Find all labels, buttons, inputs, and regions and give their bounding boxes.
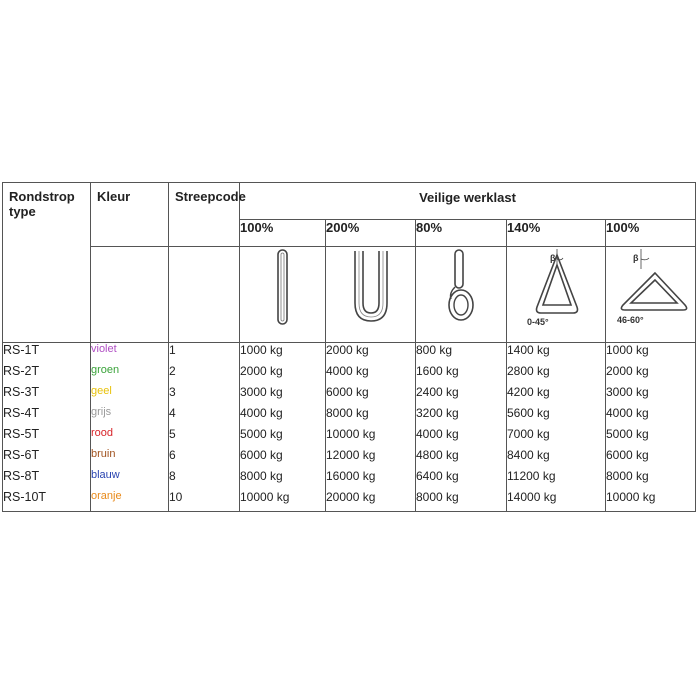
- table-row: [3, 490, 696, 512]
- row-load: 5000 kg: [606, 427, 696, 448]
- icon-color-empty: [91, 247, 169, 343]
- row-load: 3000 kg: [606, 385, 696, 406]
- row-load: 2000 kg: [606, 364, 696, 385]
- row-stripecode: 10: [169, 490, 240, 512]
- row-load: 8000 kg: [606, 469, 696, 490]
- pct-basket-angle: 140%: [507, 220, 606, 247]
- basket-cell: [326, 247, 416, 343]
- row-load: 4000 kg: [326, 364, 416, 385]
- angle-range-label: 0-45°: [527, 317, 549, 327]
- row-type: RS-3T: [3, 385, 91, 406]
- basket-sling-icon: [346, 247, 396, 327]
- row-color: grijs: [91, 406, 169, 427]
- angle-beta-label: β: [550, 253, 556, 263]
- row-color: blauw: [91, 469, 169, 490]
- row-type: RS-4T: [3, 406, 91, 427]
- row-load: 8000 kg: [326, 406, 416, 427]
- choke-cell: [416, 247, 507, 343]
- row-load: 5600 kg: [507, 406, 606, 427]
- row-load: 2000 kg: [326, 343, 416, 365]
- row-type: RS-10T: [3, 490, 91, 512]
- row-load: 5000 kg: [240, 427, 326, 448]
- row-load: 8400 kg: [507, 448, 606, 469]
- row-color: groen: [91, 364, 169, 385]
- table-row: [3, 448, 696, 469]
- table-row: [3, 406, 696, 427]
- basket-angle-cell: [507, 247, 606, 343]
- row-load: 10000 kg: [240, 490, 326, 512]
- pct-basket: 200%: [326, 220, 416, 247]
- row-load: 2000 kg: [240, 364, 326, 385]
- sling-rows: [3, 343, 696, 512]
- row-load: 2800 kg: [507, 364, 606, 385]
- row-type: RS-6T: [3, 448, 91, 469]
- row-load: 4800 kg: [416, 448, 507, 469]
- row-load: 16000 kg: [326, 469, 416, 490]
- table-row: [3, 385, 696, 406]
- row-load: 20000 kg: [326, 490, 416, 512]
- row-load: 6000 kg: [326, 385, 416, 406]
- row-load: 4200 kg: [507, 385, 606, 406]
- row-stripecode: 1: [169, 343, 240, 365]
- row-load: 4000 kg: [416, 427, 507, 448]
- row-load: 12000 kg: [326, 448, 416, 469]
- header-color-spacer: [91, 220, 169, 247]
- row-load: 14000 kg: [507, 490, 606, 512]
- table-row: [3, 343, 696, 365]
- header-color: Kleur: [91, 183, 169, 220]
- row-stripecode: 2: [169, 364, 240, 385]
- pct-straight: 100%: [240, 220, 326, 247]
- row-stripecode: 3: [169, 385, 240, 406]
- row-type: RS-1T: [3, 343, 91, 365]
- row-stripecode: 6: [169, 448, 240, 469]
- row-load: 8000 kg: [240, 469, 326, 490]
- straight-cell: [240, 247, 326, 343]
- table-row: [3, 427, 696, 448]
- row-load: 1600 kg: [416, 364, 507, 385]
- row-type: RS-8T: [3, 469, 91, 490]
- row-color: oranje: [91, 490, 169, 512]
- choke-sling-icon: [441, 247, 481, 327]
- row-type: RS-5T: [3, 427, 91, 448]
- header-stripecode: Streepcode: [169, 183, 240, 220]
- basket-angle-sling-icon: [521, 247, 591, 327]
- pct-basket-wide-angle: 100%: [606, 220, 696, 247]
- row-color: bruin: [91, 448, 169, 469]
- header-safe-load: Veilige werklast: [240, 183, 696, 220]
- row-stripecode: 8: [169, 469, 240, 490]
- row-load: 11200 kg: [507, 469, 606, 490]
- pct-choke: 80%: [416, 220, 507, 247]
- row-load: 10000 kg: [326, 427, 416, 448]
- row-type: RS-2T: [3, 364, 91, 385]
- table-row: [3, 469, 696, 490]
- row-load: 10000 kg: [606, 490, 696, 512]
- row-stripecode: 5: [169, 427, 240, 448]
- row-load: 7000 kg: [507, 427, 606, 448]
- sling-spec-table: [2, 182, 696, 512]
- row-load: 1400 kg: [507, 343, 606, 365]
- row-load: 2400 kg: [416, 385, 507, 406]
- table-row: [3, 364, 696, 385]
- wide-angle-range-label: 46-60°: [616, 315, 644, 325]
- icon-code-empty: [169, 247, 240, 343]
- row-load: 3200 kg: [416, 406, 507, 427]
- row-load: 6000 kg: [240, 448, 326, 469]
- row-load: 4000 kg: [240, 406, 326, 427]
- row-load: 6400 kg: [416, 469, 507, 490]
- row-load: 800 kg: [416, 343, 507, 365]
- row-load: 6000 kg: [606, 448, 696, 469]
- row-load: 1000 kg: [240, 343, 326, 365]
- header-type-line2: type: [9, 204, 36, 219]
- basket-wide-angle-sling-icon: [611, 247, 691, 327]
- basket-wide-angle-cell: [606, 247, 696, 343]
- row-load: 3000 kg: [240, 385, 326, 406]
- row-load: 1000 kg: [606, 343, 696, 365]
- row-load: 4000 kg: [606, 406, 696, 427]
- row-color: rood: [91, 427, 169, 448]
- row-stripecode: 4: [169, 406, 240, 427]
- straight-sling-icon: [268, 247, 298, 327]
- header-type-line1: Rondstrop: [9, 189, 75, 204]
- row-color: violet: [91, 343, 169, 365]
- row-load: 8000 kg: [416, 490, 507, 512]
- wide-angle-beta-label: β: [632, 253, 639, 263]
- row-color: geel: [91, 385, 169, 406]
- header-type: [3, 183, 91, 343]
- header-stripecode-spacer: [169, 220, 240, 247]
